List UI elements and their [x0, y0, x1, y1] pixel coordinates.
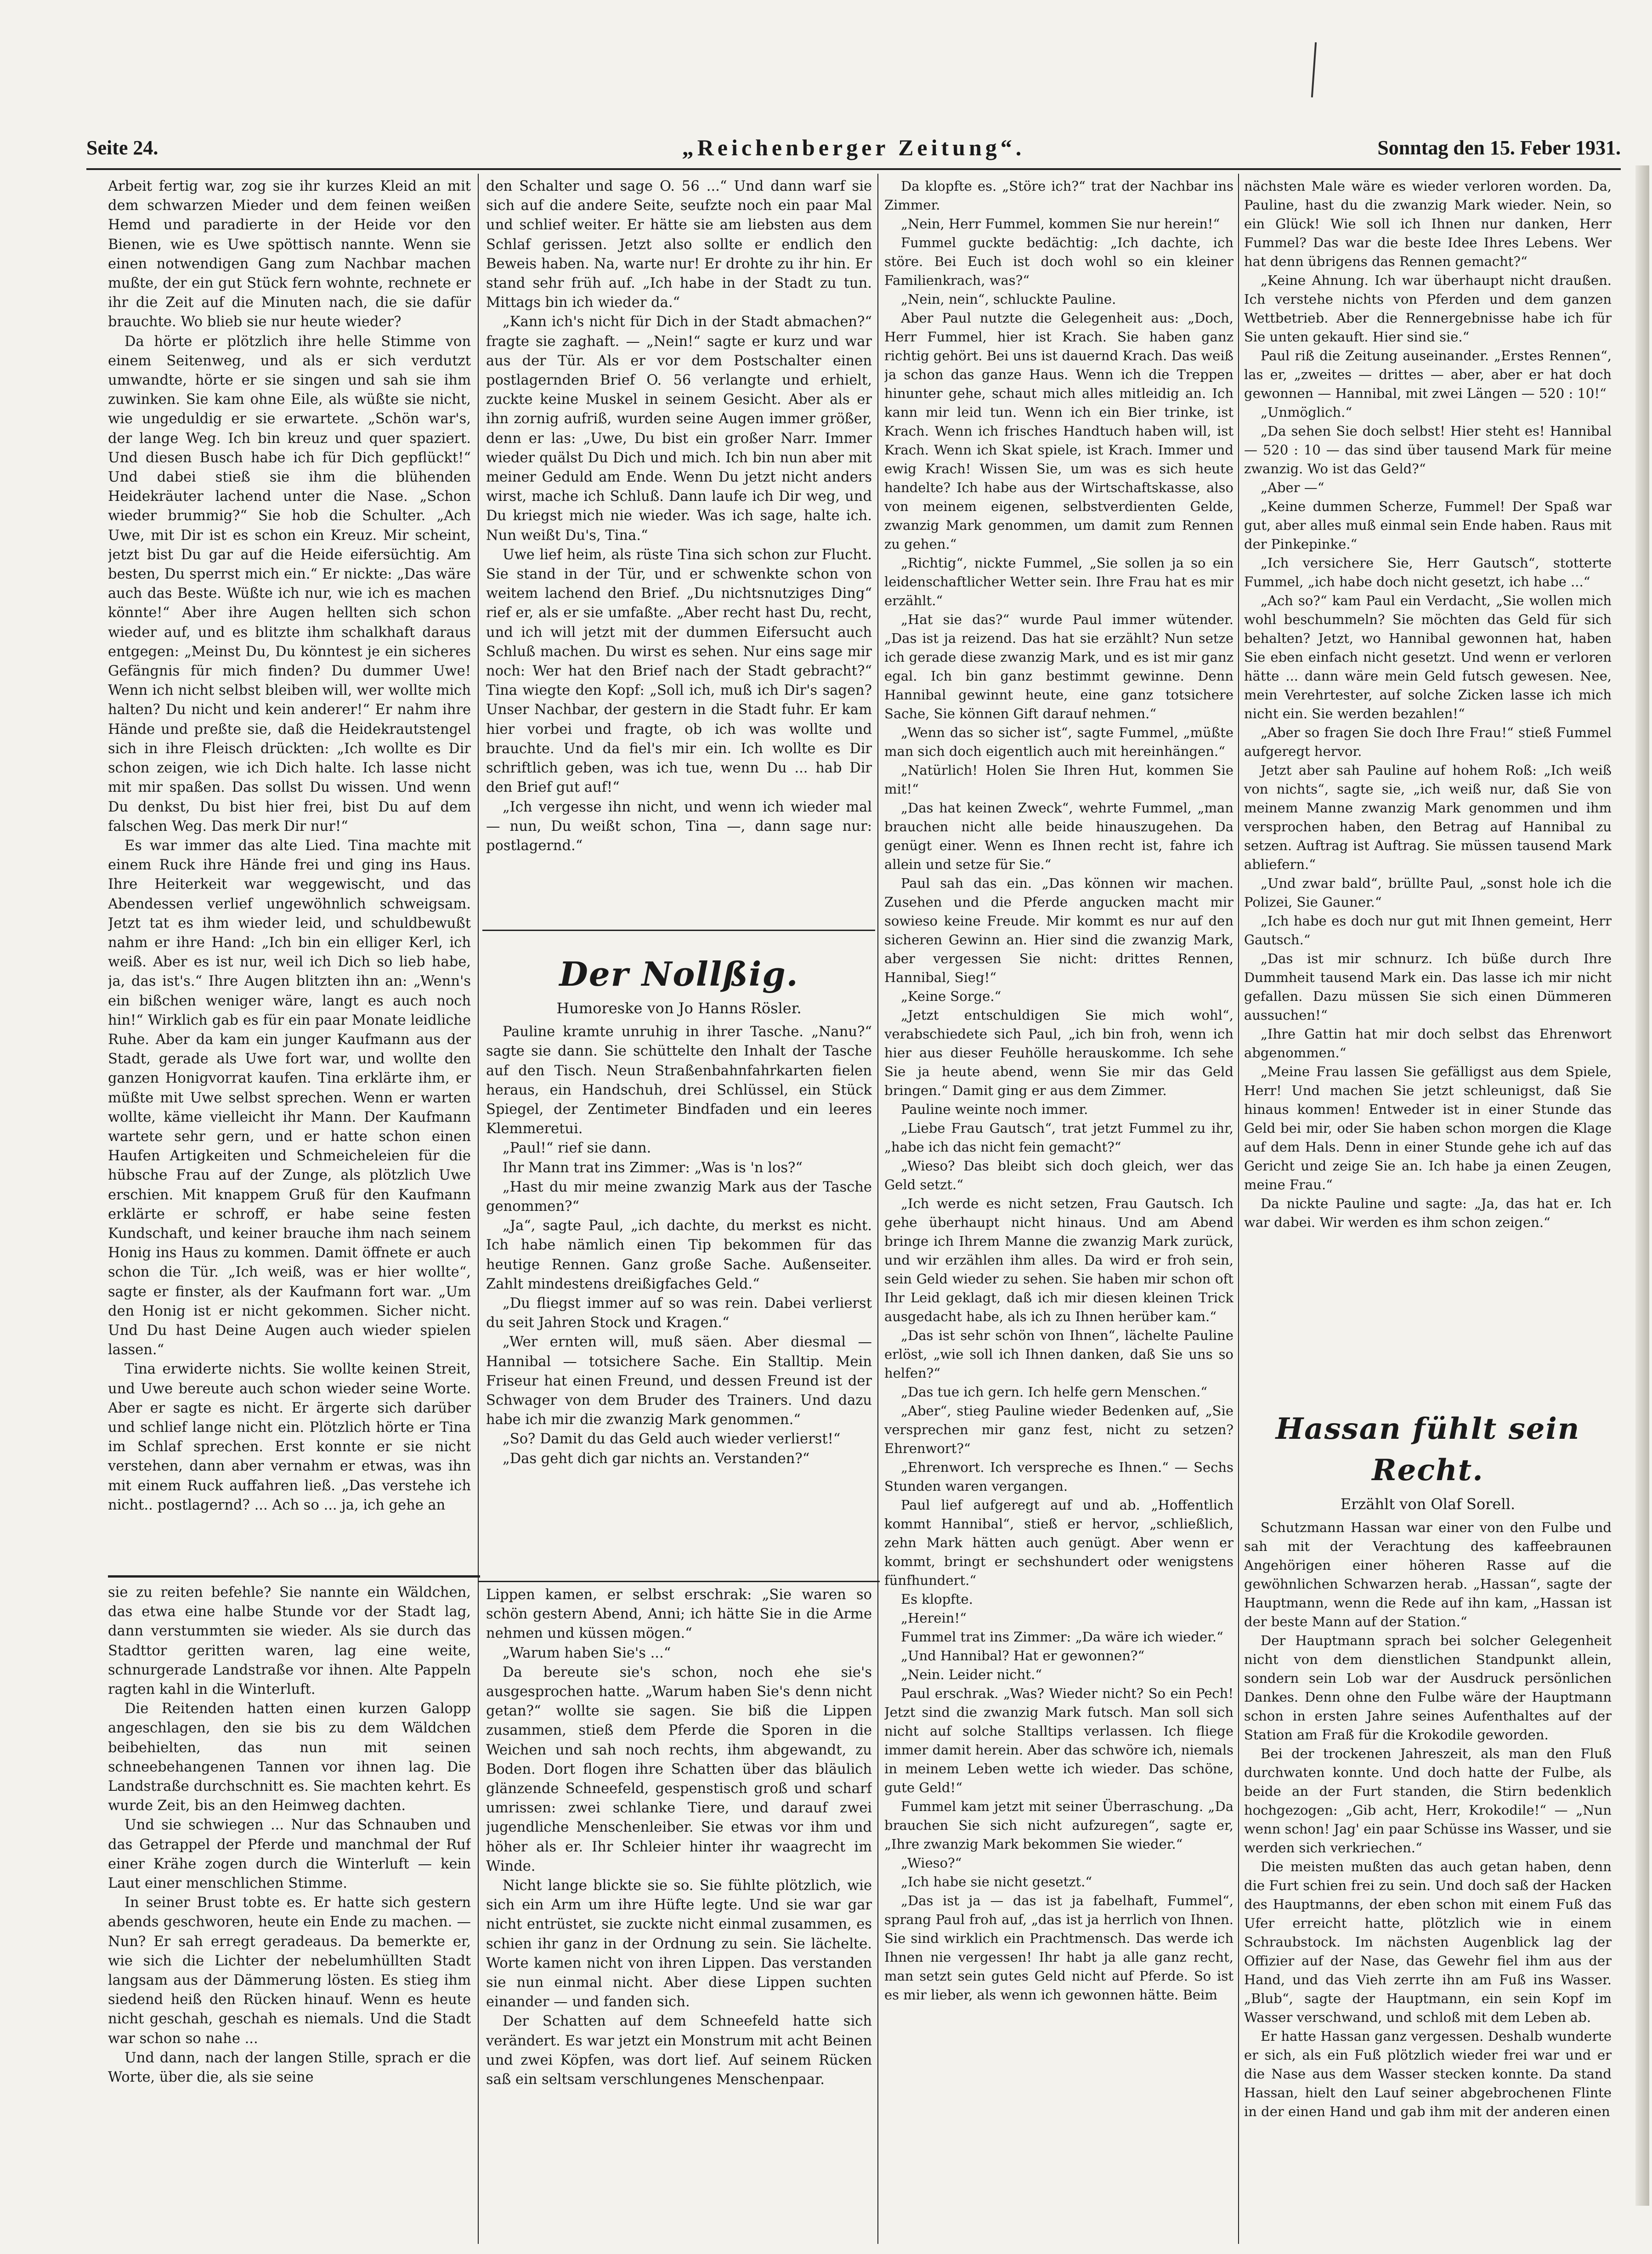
paragraph: Uwe lief heim, als rüste Tina sich schon zur Flucht. Sie stand in der Tür, und er schwenkte schon von weitem lachend den Brief. „Du nichtsnutziges Ding“ rief er, als er sie umfaßte. „Aber recht hast Du, recht, und ich will jetzt mit der dummen Eifersucht auch Schluß machen. Du wirst es sehen. Nur eins sage mir noch: Wer hat den Brief nach der Stadt gebracht?“ Tina wiegte den Kopf: „Soll ich, muß ich Dir's sagen? Unser Nachbar, der gestern in die Stadt fuhr. Er kam hier vorbei und fragte, ob ich was wollte und brauchte. Und da fiel's mir ein. Ich wollte es Dir schriftlich geben, was ich tue, wenn Du ... hab Dir den Brief gut auf!“ [486, 546, 872, 796]
story-headline: Hassan fühlt sein Recht. [1275, 1412, 1580, 1488]
paragraph: „Wieso?“ [901, 1855, 962, 1871]
column-4-upper [1244, 177, 1612, 1390]
column-4-story [1244, 1395, 1612, 2247]
column-3 [884, 177, 1233, 2247]
paragraph: „Kann ich's nicht für Dich in der Stadt abmachen?“ fragte sie zaghaft. — „Nein!“ sagte er kurz und war aus der Tür. Als er vor dem Postschalter einen postlagernden Brief O. 56 verlangte und erhielt, zuckte keine Muskel in seinem Gesicht. Aber als er ihn zornig aufriß, wurden seine Augen immer größer, denn er las: „Uwe, Du bist ein großer Narr. Immer wieder quälst Du Dich und mich. Ich bin nun aber mit meiner Geduld am Ende. Wenn Du jetzt nicht anders wirst, mache ich Schluß. Dann laufe ich Dir weg, und Du kriegst mich nie wieder. Was ich sage, halte ich. Nun weißt Du's, Tina.“ [486, 314, 872, 544]
column-2-lower [486, 1585, 872, 2247]
column-rule [1238, 174, 1239, 2244]
paragraph: „Aber so fragen Sie doch Ihre Frau!“ stieß Fummel aufgeregt hervor. [1244, 725, 1612, 759]
paragraph: Der Hauptmann sprach bei solcher Gelegenheit nicht von dem dienstlichen Standpunkt allein, sondern sein Lob war der Ausdruck persönlichen Dankes. Denn ohne den Fulbe wäre der Hauptmann schon in ersten Jahre seines Aufenthaltes auf der Station am Fraß für die Krokodile geworden. [1244, 1633, 1612, 1743]
story-headline: Der Nollßig. [559, 954, 799, 994]
paragraph: „Das tue ich gern. Ich helfe gern Menschen.“ [901, 1384, 1208, 1400]
paragraph: Da bereute sie's schon, noch ehe sie's ausgesprochen hatte. „Warum haben Sie's denn nicht getan?“ wollte sie sagen. Sie biß die Lippen zusammen, stieß dem Pferde die Sporen in die Weichen und sah noch rechts, ihm abgewandt, zu Boden. Dort flogen ihre Schatten über das bläulich glänzende Schneefeld, gespenstisch groß und scharf umrissen: zwei schlanke Tiere, und darauf zwei jugendliche Menschenleiber. Sie etwas vor ihm und höher als er. Ihr Schleier hinter ihr waagrecht im Winde. [486, 1664, 872, 1874]
paragraph: Der Schatten auf dem Schneefeld hatte sich verändert. Es war jetzt ein Monstrum mit acht Beinen und zwei Köpfen, was dort lief. Auf seinem Rücken saß ein seltsam verschlungenes Menschenpaar. [486, 2013, 872, 2088]
paragraph: „Ich versichere Sie, Herr Gautsch“, stotterte Fummel, „ich habe doch nicht gesetzt, ich habe ...“ [1244, 555, 1612, 590]
issue-date: Sonntag den 15. Feber 1931. [1377, 136, 1621, 159]
paragraph: Pauline kramte unruhig in ihrer Tasche. „Nanu?“ sagte sie dann. Sie schüttelte den Inhalt der Tasche auf den Tisch. Neun Straßenbahnfahrkarten fielen heraus, ein Handschuh, drei Schlüssel, ein Stück Spiegel, der Zentimeter Bindfaden und ein leeres Klemmeretui. [486, 1024, 872, 1137]
paragraph: Und sie schwiegen ... Nur das Schnauben und das Getrappel der Pferde und manchmal der Ruf einer Krähe zogen durch die Winterluft — kein Laut einer menschlichen Stimme. [108, 1817, 471, 1892]
paragraph: „Richtig“, nickte Fummel, „Sie sollen ja so ein leidenschaftlicher Wetter sein. Ihre Frau hat es mir erzählt.“ [884, 555, 1233, 608]
section-rule [108, 1575, 480, 1578]
story-byline: Humoreske von Jo Hanns Rösler. [556, 999, 802, 1017]
paragraph: „Herein!“ [901, 1610, 967, 1626]
paragraph: „Unmöglich.“ [1261, 404, 1352, 420]
page-number: Seite 24. [86, 136, 158, 159]
section-rule [482, 930, 875, 931]
paragraph: „Warum haben Sie's ...“ [503, 1645, 671, 1661]
paragraph: Lippen kamen, er selbst erschrak: „Sie waren so schön gestern Abend, Anni; ich hätte Sie in die Arme nehmen und küssen mögen.“ [486, 1587, 872, 1642]
paragraph: „Keine Ahnung. Ich war überhaupt nicht draußen. Ich verstehe nichts von Pferden und dem ganzen Wettbetrieb. Aber die Rennergebnisse habe ich für Sie unten gekauft. Hier sind sie.“ [1244, 273, 1612, 345]
newspaper-title: „Reichenberger Zeitung“. [682, 135, 1025, 160]
paragraph: „Ehrenwort. Ich verspreche es Ihnen.“ — Sechs Stunden waren vergangen. [884, 1459, 1233, 1494]
paragraph: Ihr Mann trat ins Zimmer: „Was is 'n los?“ [503, 1159, 803, 1176]
paragraph: nächsten Male wäre es wieder verloren worden. Da, Pauline, hast du die zwanzig Mark wieder. Nein, so ein Glück! Wie soll ich Ihnen nur danken, Herr Fummel? Das war die beste Idee Ihres Lebens. Wer hat denn übrigens das Rennen gemacht?“ [1244, 178, 1612, 269]
paragraph: „Hast du mir meine zwanzig Mark aus der Tasche genommen?“ [486, 1179, 872, 1215]
paragraph: „Und Hannibal? Hat er gewonnen?“ [901, 1648, 1145, 1664]
paragraph: Schutzmann Hassan war einer von den Fulbe und sah mit der Verachtung des kaffeebraunen Angehörigen einer höheren Rasse auf die gewöhnlichen Schwarzen herab. „Hassan“, sagte der Hauptmann, wenn die Rede auf ihn kam, „Hassan ist der beste Mann auf der Station.“ [1244, 1520, 1612, 1629]
paragraph: „Wieso? Das bleibt sich doch gleich, wer das Geld setzt.“ [884, 1158, 1233, 1192]
paragraph: Jetzt aber sah Pauline auf hohem Roß: „Ich weiß von nichts“, sagte sie, „ich weiß nur, daß Sie von meinem Manne zwanzig Mark genommen und ihm versprochen haben, den Betrag auf Hannibal zu setzen. Auftrag ist Auftrag. Sie müssen tausend Mark abliefern.“ [1244, 762, 1612, 872]
paragraph: „Da sehen Sie doch selbst! Hier steht es! Hannibal — 520 : 10 — das sind über tausend Mark für meine zwanzig. Wo ist das Geld?“ [1244, 423, 1612, 477]
column-2-upper [486, 177, 872, 928]
paragraph: „Aber —“ [1261, 480, 1324, 495]
paragraph: „Nein, nein“, schluckte Pauline. [901, 291, 1116, 307]
paragraph: „Wenn das so sicher ist“, sagte Fummel, „müßte man sich doch eigentlich auch mit hereinhängen.“ [884, 725, 1233, 759]
paragraph: Aber Paul nutzte die Gelegenheit aus: „Doch, Herr Fummel, hier ist Krach. Sie haben ganz richtig gehört. Bei uns ist dauernd Krach. Das weiß ja schon das ganze Haus. Wenn ich die Treppen hinunter gehe, schaut mich alles mitleidig an. Ich kann mir leid tun. Wenn ich ein Bier trinke, ist Krach. Wenn ich frisches Handtuch haben will, ist Krach. Wenn ich Skat spiele, ist Krach. Immer und ewig Krach! Wissen Sie, um was es sich heute handelte? Ich habe aus der Wirtschaftskasse, also von meinem eigenen, selbstverdienten Gelde, zwanzig Mark genommen, um damit zum Rennen zu gehen.“ [884, 310, 1233, 552]
paragraph: Paul sah das ein. „Das können wir machen. Zusehen und die Pferde angucken macht mir sowieso keine Freude. Mir kommt es nur auf den sicheren Gewinn an. Hier sind die zwanzig Mark, aber vergessen Sie nicht: drittes Rennen, Hannibal, Sieg!“ [884, 875, 1233, 985]
paragraph: Paul riß die Zeitung auseinander. „Erstes Rennen“, las er, „zweites — drittes — aber, aber er hat doch gewonnen — Hannibal, mit zwei Längen — 520 : 10!“ [1244, 348, 1612, 401]
section-rule [478, 1581, 880, 1582]
header-rule [86, 168, 1621, 170]
paragraph: „Das ist ja — das ist ja fabelhaft, Fummel“, sprang Paul froh auf, „das ist ja herrlich von Ihnen. Sie sind wirklich ein Prachtmensch. Das werde ich Ihnen nie vergessen! Ihr habt ja alle ganz recht, man setzt sein gutes Geld nicht auf Pferde. So ist es mir lieber, als wenn ich gewonnen hätte. Beim [884, 1893, 1233, 2003]
paragraph: „Jetzt entschuldigen Sie mich wohl“, verabschiedete sich Paul, „ich bin froh, wenn ich hier aus dieser Feuhölle herauskomme. Ich sehe Sie ja heute abend, wenn Sie mir das Geld bringen.“ Damit ging er aus dem Zimmer. [884, 1007, 1233, 1098]
pencil-mark [1311, 42, 1317, 97]
paragraph: „Paul!“ rief sie dann. [503, 1140, 651, 1157]
paragraph: „Wer ernten will, muß säen. Aber diesmal — Hannibal — totsichere Sache. Ein Stalltip. Mein Friseur hat einen Freund, und dessen Freund ist der Schwager von dem Bruder des Trainers. Und dazu habe ich mir die zwanzig Mark genommen.“ [486, 1334, 872, 1428]
paragraph: Es klopfte. [901, 1591, 973, 1607]
paragraph: Da hörte er plötzlich ihre helle Stimme von einem Seitenweg, und als er sich verdutzt umwandte, hörte er sie singen und sah sie ihm zuwinken. Sie kam ohne Eile, als wüßte sie nicht, wie ungeduldig er sie erwartete. „Schön war's, der lange Weg. Ich bin kreuz und quer spaziert. Und diesen Busch habe ich für Dich gepflückt!“ Und dabei stieß sie ihm die blühenden Heidekräuter lachend unter die Nase. „Schon wieder brummig?“ Sie hob die Schulter. „Ach Uwe, mit Dir ist es schon ein Kreuz. Mir scheint, jetzt bist Du gar auf die Heide eifersüchtig. Am besten, Du sperrst mich ein.“ Er nickte: „Das wäre auch das Beste. Wüßte ich nur, wie ich es machen könnte!“ Aber ihre Augen hellten sich schon wieder auf, und es blitzte ihm schalkhaft daraus entgegen: „Meinst Du, Du könntest je ein sicheres Gefängnis für mich finden? Du dummer Uwe! Wenn ich nicht selbst bleiben will, wer wollte mich halten? Du nicht und kein anderer!“ Er nahm ihre Hände und preßte sie, daß die Heidekrautstengel sich in ihre Fleisch drückten: „Ich wollte es Dir schon zeigen, wie ich Dich halte. Ich lasse nicht mit mir spaßen. Das sollst Du wissen. Und wenn Du denkst, Du bist hier frei, bist Du auf dem falschen Weg. Das merk Dir nur!“ [108, 333, 471, 835]
story-byline: Erzählt von Olaf Sorell. [1340, 1495, 1516, 1513]
paragraph: Es war immer das alte Lied. Tina machte mit einem Ruck ihre Hände frei und ging ins Haus. Ihre Heiterkeit war weggewischt, und das Abendessen verlief ungewöhnlich schweigsam. Jetzt tat es ihm wieder leid, und schuldbewußt nahm er ihre Hand: „Ich bin ein elliger Kerl, ich weiß. Aber es ist nur, weil ich Dich so lieb habe, ja, das ist's.“ Ihre Augen blitzten ihn an: „Wenn's ein bißchen weniger wäre, langt es auch noch hin!“ Wirklich gab es für ein paar Monate leidliche Ruhe. Aber da kam ein junger Kaufmann aus der Stadt, gerade als Uwe fort war, und wollte den ganzen Honigvorrat kaufen. Tina erklärte ihm, er müßte mit Uwe selbst sprechen. Wenn er warten wollte, käme vielleicht ihr Mann. Der Kaufmann wartete sehr gern, und er hatte schon einen Haufen Artigkeiten und Schmeicheleien für die hübsche Frau auf der Zunge, als plötzlich Uwe erschien. Mit knappem Gruß für den Kaufmann erklärte er schroff, er habe seine festen Kundschaft, und keiner brauche ihm nach seinem Honig ins Haus zu kommen. Damit öffnete er auch schon die Tür. „Ich weiß, was er hier wollte“, sagte er finster, als der Kaufmann fort war. „Um den Honig ist er nicht gekommen. Sicher nicht. Und Du hast Deine Augen auch wieder spielen lassen.“ [108, 837, 471, 1358]
paragraph: Fummel guckte bedächtig: „Ich dachte, ich störe. Bei Euch ist doch wohl so ein kleiner Familienkrach, was?“ [884, 235, 1233, 288]
paragraph: „Das ist sehr schön von Ihnen“, lächelte Pauline erlöst, „wie soll ich Ihnen danken, daß Sie uns so helfen?“ [884, 1328, 1233, 1381]
paragraph: Da klopfte es. „Störe ich?“ trat der Nachbar ins Zimmer. [884, 178, 1233, 213]
paragraph: „Ja“, sagte Paul, „ich dachte, du merkst es nicht. Ich habe nämlich einen Tip bekommen für das heutige Rennen. Ganz große Sache. Außenseiter. Zahlt mindestens dreißigfaches Geld.“ [486, 1218, 872, 1292]
column-1-upper [108, 177, 471, 1572]
paragraph: Tina erwiderte nichts. Sie wollte keinen Streit, und Uwe bereute auch schon wieder seine Worte. Aber er sagte es nicht. Er ärgerte sich darüber und schlief lange nicht ein. Plötzlich hörte er Tina im Schlaf sprechen. Erst konnte er sie nicht verstehen, dann aber vernahm er etwas, was ihn mit einem Ruck auffahren ließ. „Das verstehe ich nicht.. postlagernd? ... Ach so ... ja, ich gehe an [108, 1361, 471, 1513]
paragraph: „Nein. Leider nicht.“ [901, 1667, 1042, 1682]
paragraph: Pauline weinte noch immer. [901, 1101, 1088, 1117]
paragraph: „Keine Sorge.“ [901, 988, 1001, 1004]
paragraph: Paul lief aufgeregt auf und ab. „Hoffentlich kommt Hannibal“, stieß er hervor, „schließlich, zehn Mark hätten auch genügt. Aber wenn er kommt, bringt er sechshundert oder wenigstens fünfhundert.“ [884, 1497, 1233, 1588]
paragraph: „Liebe Frau Gautsch“, trat jetzt Fummel zu ihr, „habe ich das nicht fein gemacht?“ [884, 1120, 1233, 1155]
paragraph: „Natürlich! Holen Sie Ihren Hut, kommen Sie mit!“ [884, 762, 1233, 797]
paragraph: Arbeit fertig war, zog sie ihr kurzes Kleid an mit dem schwarzen Mieder und dem feinen weißen Hemd und paradierte in der Heide vor den Bienen, wie es Uwe spöttisch nannte. Wenn sie einen notwendigen Gang zum Nachbar machen mußte, der ein gut Stück fern wohnte, rechnete er ihr die Zeit auf die Minuten nach, die sie dafür brauchte. Wo blieb sie nur heute wieder? [108, 178, 471, 330]
column-rule [478, 174, 479, 2244]
paragraph: Nicht lange blickte sie so. Sie fühlte plötzlich, wie sich ein Arm um ihre Hüfte legte. Und sie war gar nicht entrüstet, sie zuckte nicht einmal zusammen, es schien ihr ganz in der Ordnung zu sein. Sie lächelte. Worte kamen nicht von ihren Lippen. Das verstanden sie nun einmal nicht. Aber diese Lippen suchten einander — und fanden sich. [486, 1878, 872, 2010]
column-1-lower [108, 1583, 471, 2247]
paragraph: „Ich habe sie nicht gesetzt.“ [901, 1874, 1092, 1890]
paragraph: Die meisten mußten das auch getan haben, denn die Furt schien frei zu sein. Und doch saß der Hacken des Hauptmanns, der eben schon mit einem Fuß das Ufer erreicht hatte, plötzlich wie in einem Schraubstock. Im nächsten Augenblick lag der Offizier auf der Nase, das Gewehr fiel ihm aus der Hand, und das Vieh zerrte ihn am Fuß ins Wasser. „Blub“, sagte der Hauptmann, ein sein Kopf im Wasser verschwand, und schloß mit dem Leben ab. [1244, 1859, 1612, 2025]
paragraph: „Hat sie das?“ wurde Paul immer wütender. „Das ist ja reizend. Das hat sie erzählt? Nun setze ich gerade diese zwanzig Mark, und es ist mir ganz egal. Ich bin ganz bestimmt gewinne. Denn Hannibal gewinnt heute, eine ganz totsichere Sache, Sie können Gift darauf nehmen.“ [884, 612, 1233, 721]
paragraph: „Ihre Gattin hat mir doch selbst das Ehrenwort abgenommen.“ [1244, 1026, 1612, 1061]
paragraph: „Ich werde es nicht setzen, Frau Gautsch. Ich gehe überhaupt nicht hinaus. Und am Abend bringe ich Ihrem Manne die zwanzig Mark zurück, und wir erzählen ihm alles. Da wird er froh sein, sein Geld wieder zu sehen. Sie haben mir schon oft Ihr Leid geklagt, daß ich mir diesen kleinen Trick ausgedacht habe, als ich zu Ihnen herüber kam.“ [884, 1196, 1233, 1324]
column-rule [877, 174, 878, 2244]
paragraph: „Nein, Herr Fummel, kommen Sie nur herein!“ [901, 216, 1220, 232]
page-edge-shadow [1635, 165, 1649, 2206]
paragraph: „Du fliegst immer auf so was rein. Dabei verlierst du seit Jahren Stock und Kragen.“ [486, 1295, 872, 1331]
paragraph: „Ich vergesse ihn nicht, und wenn ich wieder mal — nun, Du weißt schon, Tina —, dann sage nur: postlagernd.“ [486, 799, 872, 854]
paragraph: Da nickte Pauline und sagte: „Ja, das hat er. Ich war dabei. Wir werden es ihm schon zeigen.“ [1244, 1196, 1612, 1230]
paragraph: „Das geht dich gar nichts an. Verstanden?“ [503, 1450, 810, 1467]
paragraph: „Keine dummen Scherze, Fummel! Der Spaß war gut, aber alles muß einmal sein Ende haben. Raus mit der Pinkepinke.“ [1244, 499, 1612, 552]
paragraph: „So? Damit du das Geld auch wieder verlierst!“ [503, 1431, 841, 1448]
paragraph: In seiner Brust tobte es. Er hatte sich gestern abends geschworen, heute ein Ende zu machen. — Nun? Er sah erregt geradeaus. Da bemerkte er, wie sich die Lichter der nebelumhüllten Stadt langsam aus der Dämmerung lösten. Es stieg ihm siedend heiß den Rücken hinauf. Wenn es heute nicht geschah, geschah es niemals. Und die Stadt war schon so nahe ... [108, 1895, 471, 2047]
paragraph: Bei der trockenen Jahreszeit, als man den Fluß durchwaten konnte. Und doch hatte der Fulbe, als beide an der Furt standen, die Stirn bedenklich hochgezogen: „Gib acht, Herr, Krokodile!“ — „Nun wenn schon! Jag' ein paar Schüsse ins Wasser, und sie werden sich verkriechen.“ [1244, 1746, 1612, 1856]
paragraph: Paul erschrak. „Was? Wieder nicht? So ein Pech! Jetzt sind die zwanzig Mark futsch. Man soll sich nicht auf solche Stalltips verlassen. Ich fliege immer damit herein. Aber das schwöre ich, niemals in meinem Leben wette ich wieder. Das schöne, gute Geld!“ [884, 1686, 1233, 1795]
paragraph: Er hatte Hassan ganz vergessen. Deshalb wunderte er sich, als ein Fuß plötzlich wieder frei war und er die Nase aus dem Wasser stecken konnte. Da stand Hassan, hielt den Lauf seiner abgebrochenen Flinte in der einen Hand und gab ihm mit der anderen einen [1244, 2028, 1612, 2119]
paragraph: „Das ist mir schnurz. Ich büße durch Ihre Dummheit tausend Mark ein. Das lasse ich mir nicht gefallen. Dazu müssen Sie sich einen Dümmeren aussuchen!“ [1244, 951, 1612, 1023]
paragraph: „Das hat keinen Zweck“, wehrte Fummel, „man brauchen nicht alle beide hinauszugehen. Da genügt einer. Wenn es Ihnen recht ist, fahre ich allein und setze für Sie.“ [884, 800, 1233, 872]
page-header [86, 132, 1621, 165]
paragraph: Fummel trat ins Zimmer: „Da wäre ich wieder.“ [901, 1629, 1223, 1645]
column-2-story [486, 935, 872, 1576]
paragraph: sie zu reiten befehle? Sie nannte ein Wäldchen, das etwa eine halbe Stunde vor der Stadt lag, dann verstummten sie wieder. Als sie durch das Stadttor geritten waren, lag eine weite, schnurgerade Landstraße vor ihnen. Alte Pappeln ragten kahl in die Winterluft. [108, 1584, 471, 1698]
paragraph: Die Reitenden hatten einen kurzen Galopp angeschlagen, den sie bis zu dem Wäldchen beibehielten, das nun mit seinen schneebehangenen Tannen vor ihnen lag. Die Landstraße durchschnitt es. Sie machten kehrt. Es wurde Zeit, bis an den Heimweg dachten. [108, 1701, 471, 1814]
paragraph: den Schalter und sage O. 56 ...“ Und dann warf sie sich auf die andere Seite, seufzte noch ein paar Mal und schlief weiter. Er hätte sie am liebsten aus dem Schlaf gerissen. Jetzt also sollte er endlich den Beweis haben. Na, warte nur! Er drohte zu ihr hin. Er stand sehr früh auf. „Ich habe in der Stadt zu tun. Mittags bin ich wieder da.“ [486, 178, 872, 311]
paragraph: Und dann, nach der langen Stille, sprach er die Worte, über die, als sie seine [108, 2050, 471, 2086]
paragraph: Fummel kam jetzt mit seiner Überraschung. „Da brauchen Sie sich nicht aufzuregen“, sagte er, „Ihre zwanzig Mark bekommen Sie wieder.“ [884, 1799, 1233, 1852]
paragraph: „Meine Frau lassen Sie gefälligst aus dem Spiele, Herr! Und machen Sie jetzt schleunigst, daß Sie hinaus kommen! Entweder ist in einer Stunde das Geld bei mir, oder Sie haben schon morgen die Klage auf dem Hals. Denn in einer Stunde gehe ich auf das Gericht und zeige Sie an. Ich habe ja einen Zeugen, meine Frau.“ [1244, 1064, 1612, 1192]
paragraph: „Ich habe es doch nur gut mit Ihnen gemeint, Herr Gautsch.“ [1244, 913, 1612, 948]
paragraph: „Ach so?“ kam Paul ein Verdacht, „Sie wollen mich wohl beschummeln? Sie möchten das Geld für sich behalten? Jetzt, wo Hannibal gewonnen hat, haben Sie eben einfach nicht gesetzt. Und wenn er verloren hätte ... dann wäre mein Geld futsch gewesen. Nee, mein Verehrtester, auf solche Zicken lasse ich mich nicht ein. Sie werden bezahlen!“ [1244, 593, 1612, 721]
paragraph: „Aber“, stieg Pauline wieder Bedenken auf, „Sie versprechen mir ganz fest, nicht zu setzen? Ehrenwort?“ [884, 1403, 1233, 1456]
paragraph: „Und zwar bald“, brüllte Paul, „sonst hole ich die Polizei, Sie Gauner.“ [1244, 875, 1612, 910]
